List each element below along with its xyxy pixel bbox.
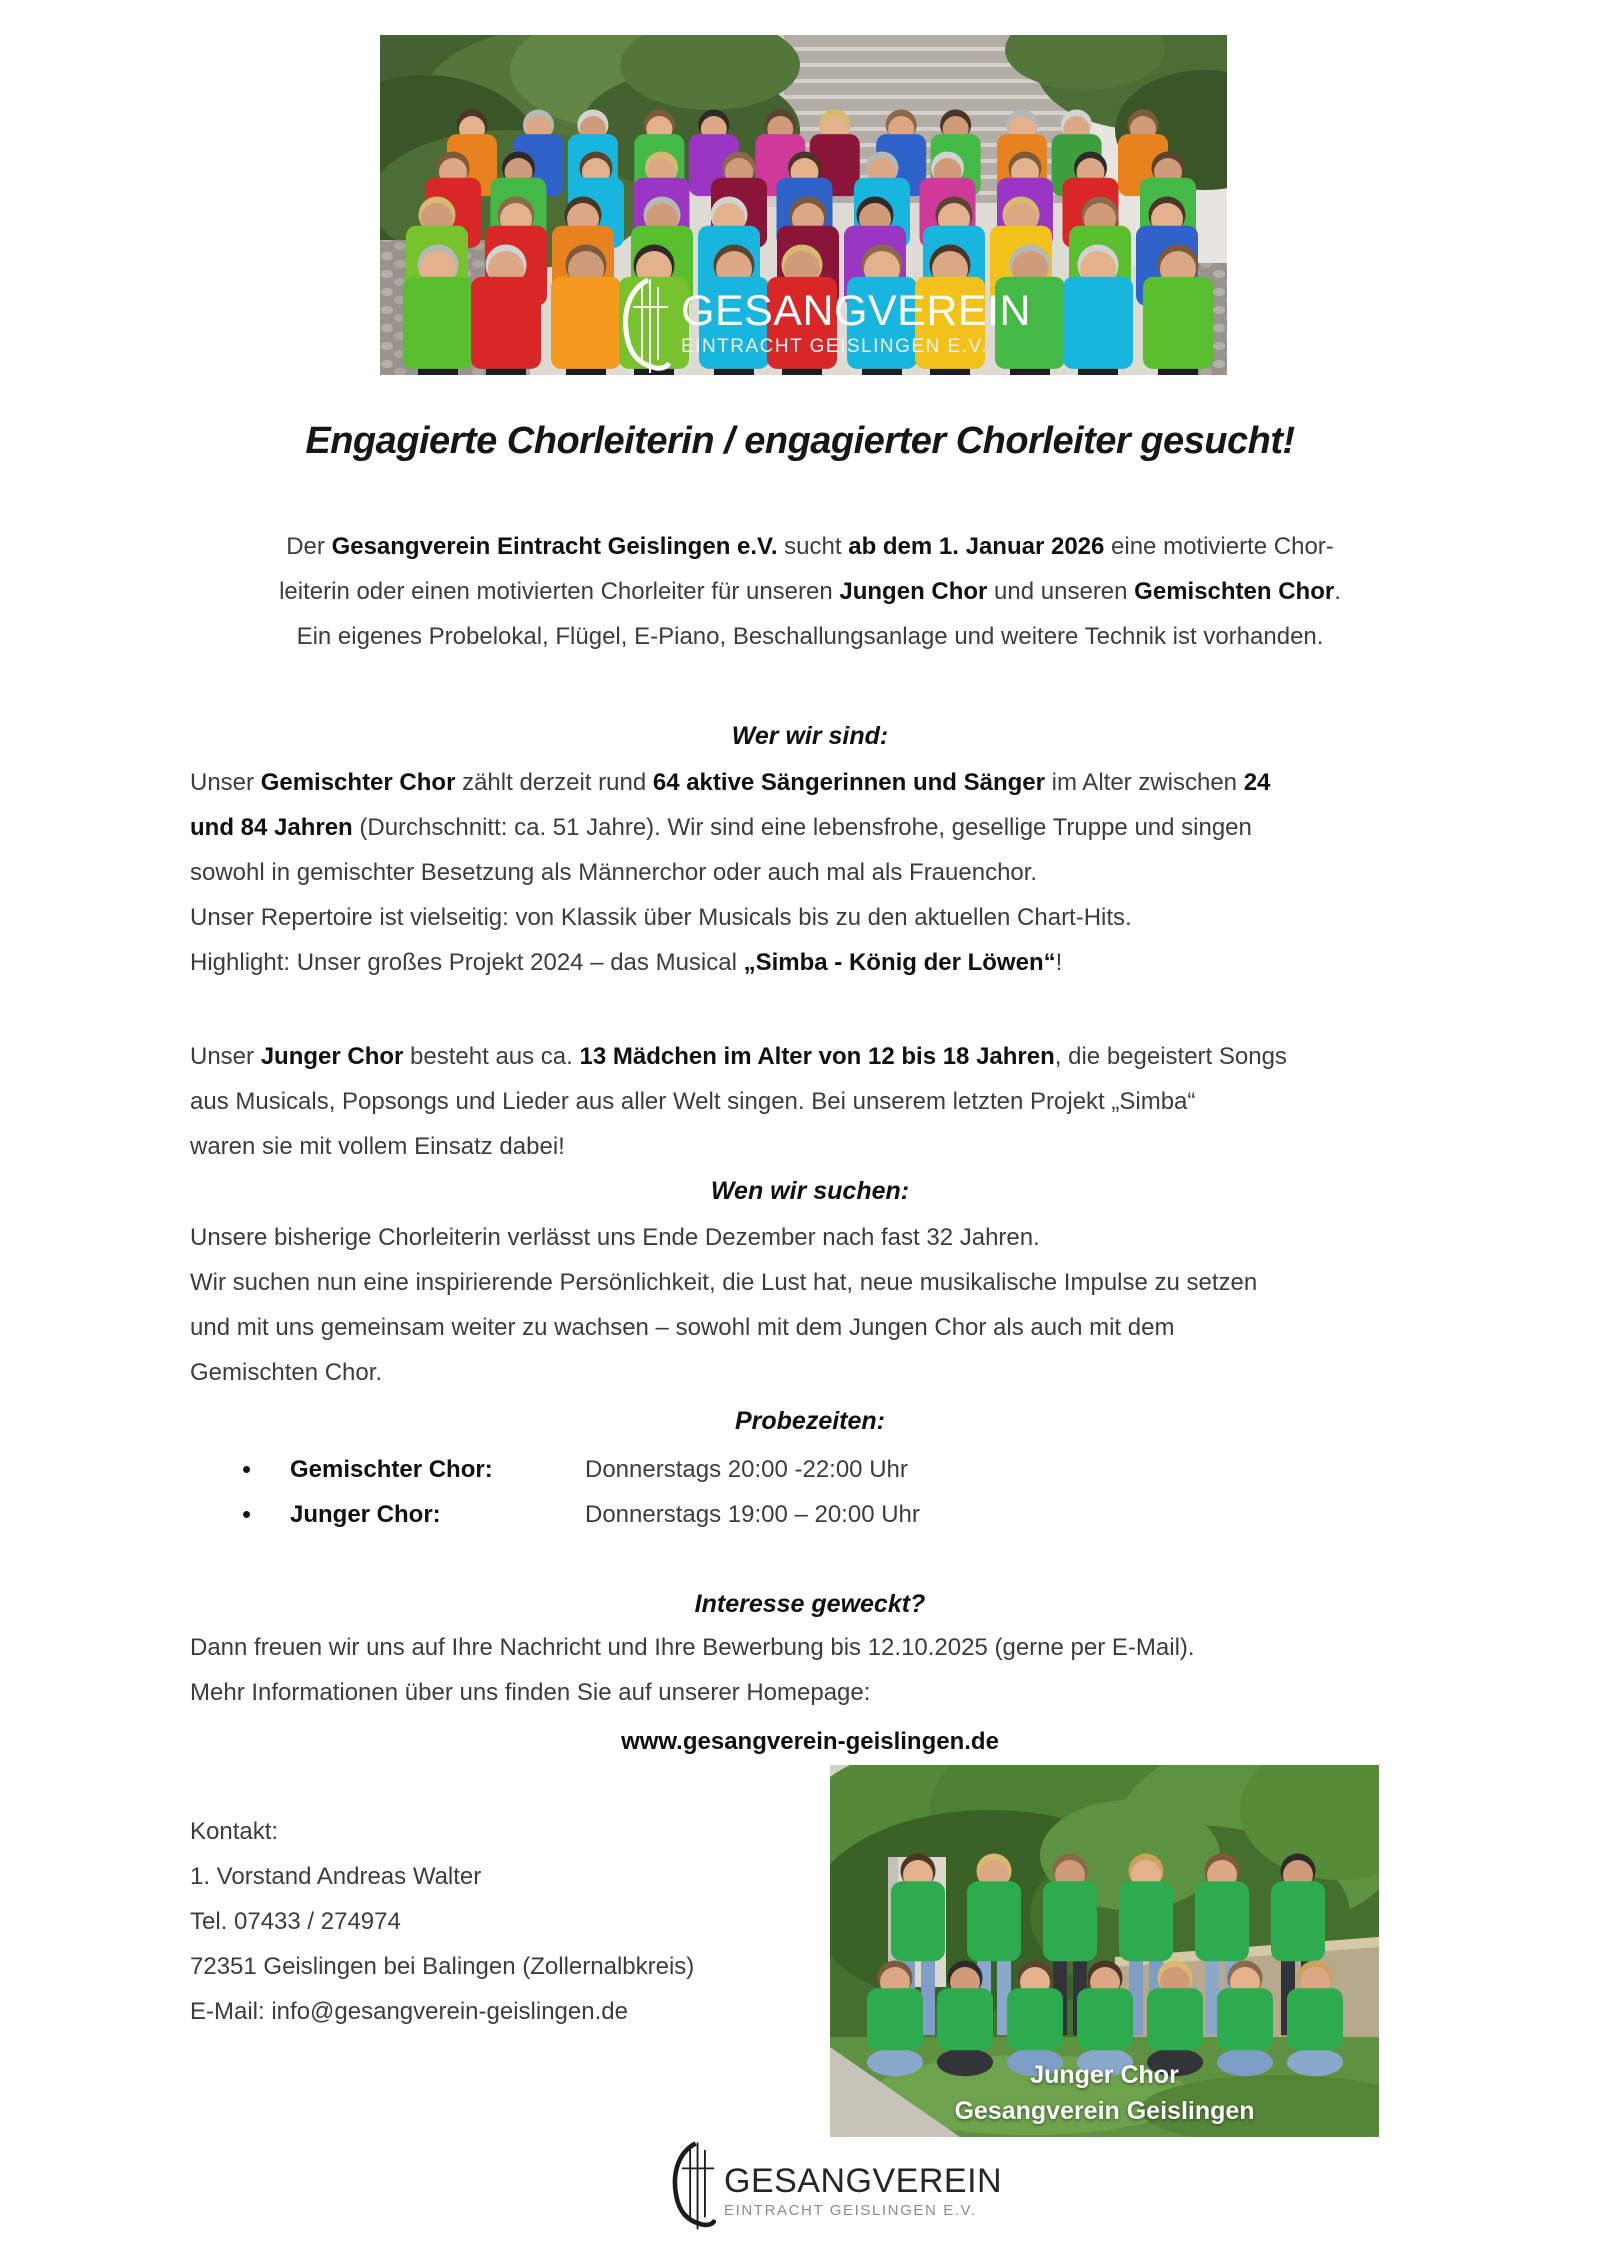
contact-address: 72351 Geislingen bei Balingen (Zollernalbkreis) [190, 1953, 695, 1980]
rehearsal-list [190, 1447, 1430, 1537]
heading-rehearsal-times: Probezeiten: [734, 1407, 886, 1435]
rehearsal-item-mixed-choir [190, 1447, 1430, 1492]
mixed-choir-photo [380, 35, 1227, 375]
club-subtitle: EINTRACHT GEISLINGEN E.V. [724, 2201, 977, 2219]
club-logo-overlay [615, 277, 1031, 373]
page-title: Engagierte Chorleiterin / engagierter Chorleiter gesucht! [305, 420, 1295, 462]
intro-paragraph: Der Gesangverein Eintracht Geislingen e.V. sucht ab dem 1. Januar 2026 eine motivierte Chor- leiterin oder einen motivierten Chorleiter für unseren Jungen Chor und unseren Gemischten Chor. Ein eigenes Probelokal, Flügel, E-Piano, Beschallungsanlage und weitere Technik ist vorhanden. [279, 533, 1341, 650]
bullet-icon: • [242, 1499, 252, 1529]
heading-who-we-seek: Wen wir suchen: [710, 1177, 910, 1205]
young-choir-photo [830, 1765, 1379, 2137]
bullet-icon: • [242, 1454, 252, 1484]
contact-chairman: 1. Vorstand Andreas Walter [190, 1863, 482, 1890]
paragraph-young-choir: Unser Junger Chor besteht aus ca. 13 Mädchen im Alter von 12 bis 18 Jahren, die begeistert Songs aus Musicals, Popsongs und Lieder aus aller Welt singen. Bei unserem letzten Projekt „Simba“ waren sie mit vollem Einsatz dabei! [190, 1043, 1287, 1160]
website-url: www.gesangverein-geislingen.de [621, 1728, 999, 1755]
photo-caption [830, 2057, 1379, 2129]
rehearsal-item-young-choir [190, 1492, 1430, 1537]
heading-interested: Interesse geweckt? [694, 1590, 926, 1618]
contact-heading: Kontakt: [190, 1818, 279, 1845]
rehearsal-time-mixed: Donnerstags 20:00 -22:00 Uhr [585, 1456, 908, 1483]
rehearsal-label-mixed: Gemischter Chor: [290, 1456, 493, 1483]
paragraph-who-we-seek: Unsere bisherige Chorleiterin verlässt uns Ende Dezember nach fast 32 Jahren. Wir suchen nun eine inspirierende Persönlichkeit, die Lust hat, neue musikalische Impulse zu setzen und mit uns gemeinsam weiter zu wachsen – sowohl mit dem Jungen Chor als auch mit dem Gemischten Chor. [190, 1224, 1258, 1386]
paragraph-application: Dann freuen wir uns auf Ihre Nachricht und Ihre Bewerbung bis 12.10.2025 (gerne per E-Mail). Mehr Informationen über uns finden Sie auf unserer Homepage: [190, 1634, 1195, 1706]
heading-who-we-are: Wer wir sind: [731, 722, 889, 750]
lyre-icon [615, 277, 673, 373]
club-name: GESANGVEREIN [724, 2162, 1003, 2200]
club-logo-footer [668, 2140, 1002, 2230]
contact-phone: Tel. 07433 / 274974 [190, 1908, 401, 1935]
club-name: GESANGVEREIN [681, 287, 1032, 335]
caption-line-1: Junger Chor [1030, 2061, 1179, 2089]
caption-line-2: Gesangverein Geislingen [954, 2097, 1255, 2125]
contact-email: E-Mail: info@gesangverein-geislingen.de [190, 1998, 628, 2025]
club-subtitle: EINTRACHT GEISLINGEN E.V. [681, 336, 988, 358]
paragraph-mixed-choir: Unser Gemischter Chor zählt derzeit rund 64 aktive Sängerinnen und Sänger im Alter zwischen 24 und 84 Jahren (Durchschnitt: ca. 51 Jahre). Wir sind eine lebensfrohe, gesellige Truppe und singen sowohl in gemischter Besetzung als Männerchor oder auch mal als Frauenchor. Unser Repertoire ist vielseitig: von Klassik über Musicals bis zu den aktuellen Chart-Hits. Highlight: Unser großes Projekt 2024 – das Musical „Simba - König der Löwen“! [190, 769, 1271, 976]
rehearsal-time-young: Donnerstags 19:00 – 20:00 Uhr [585, 1501, 920, 1528]
lyre-icon [668, 2140, 716, 2230]
rehearsal-label-young: Junger Chor: [290, 1501, 441, 1528]
